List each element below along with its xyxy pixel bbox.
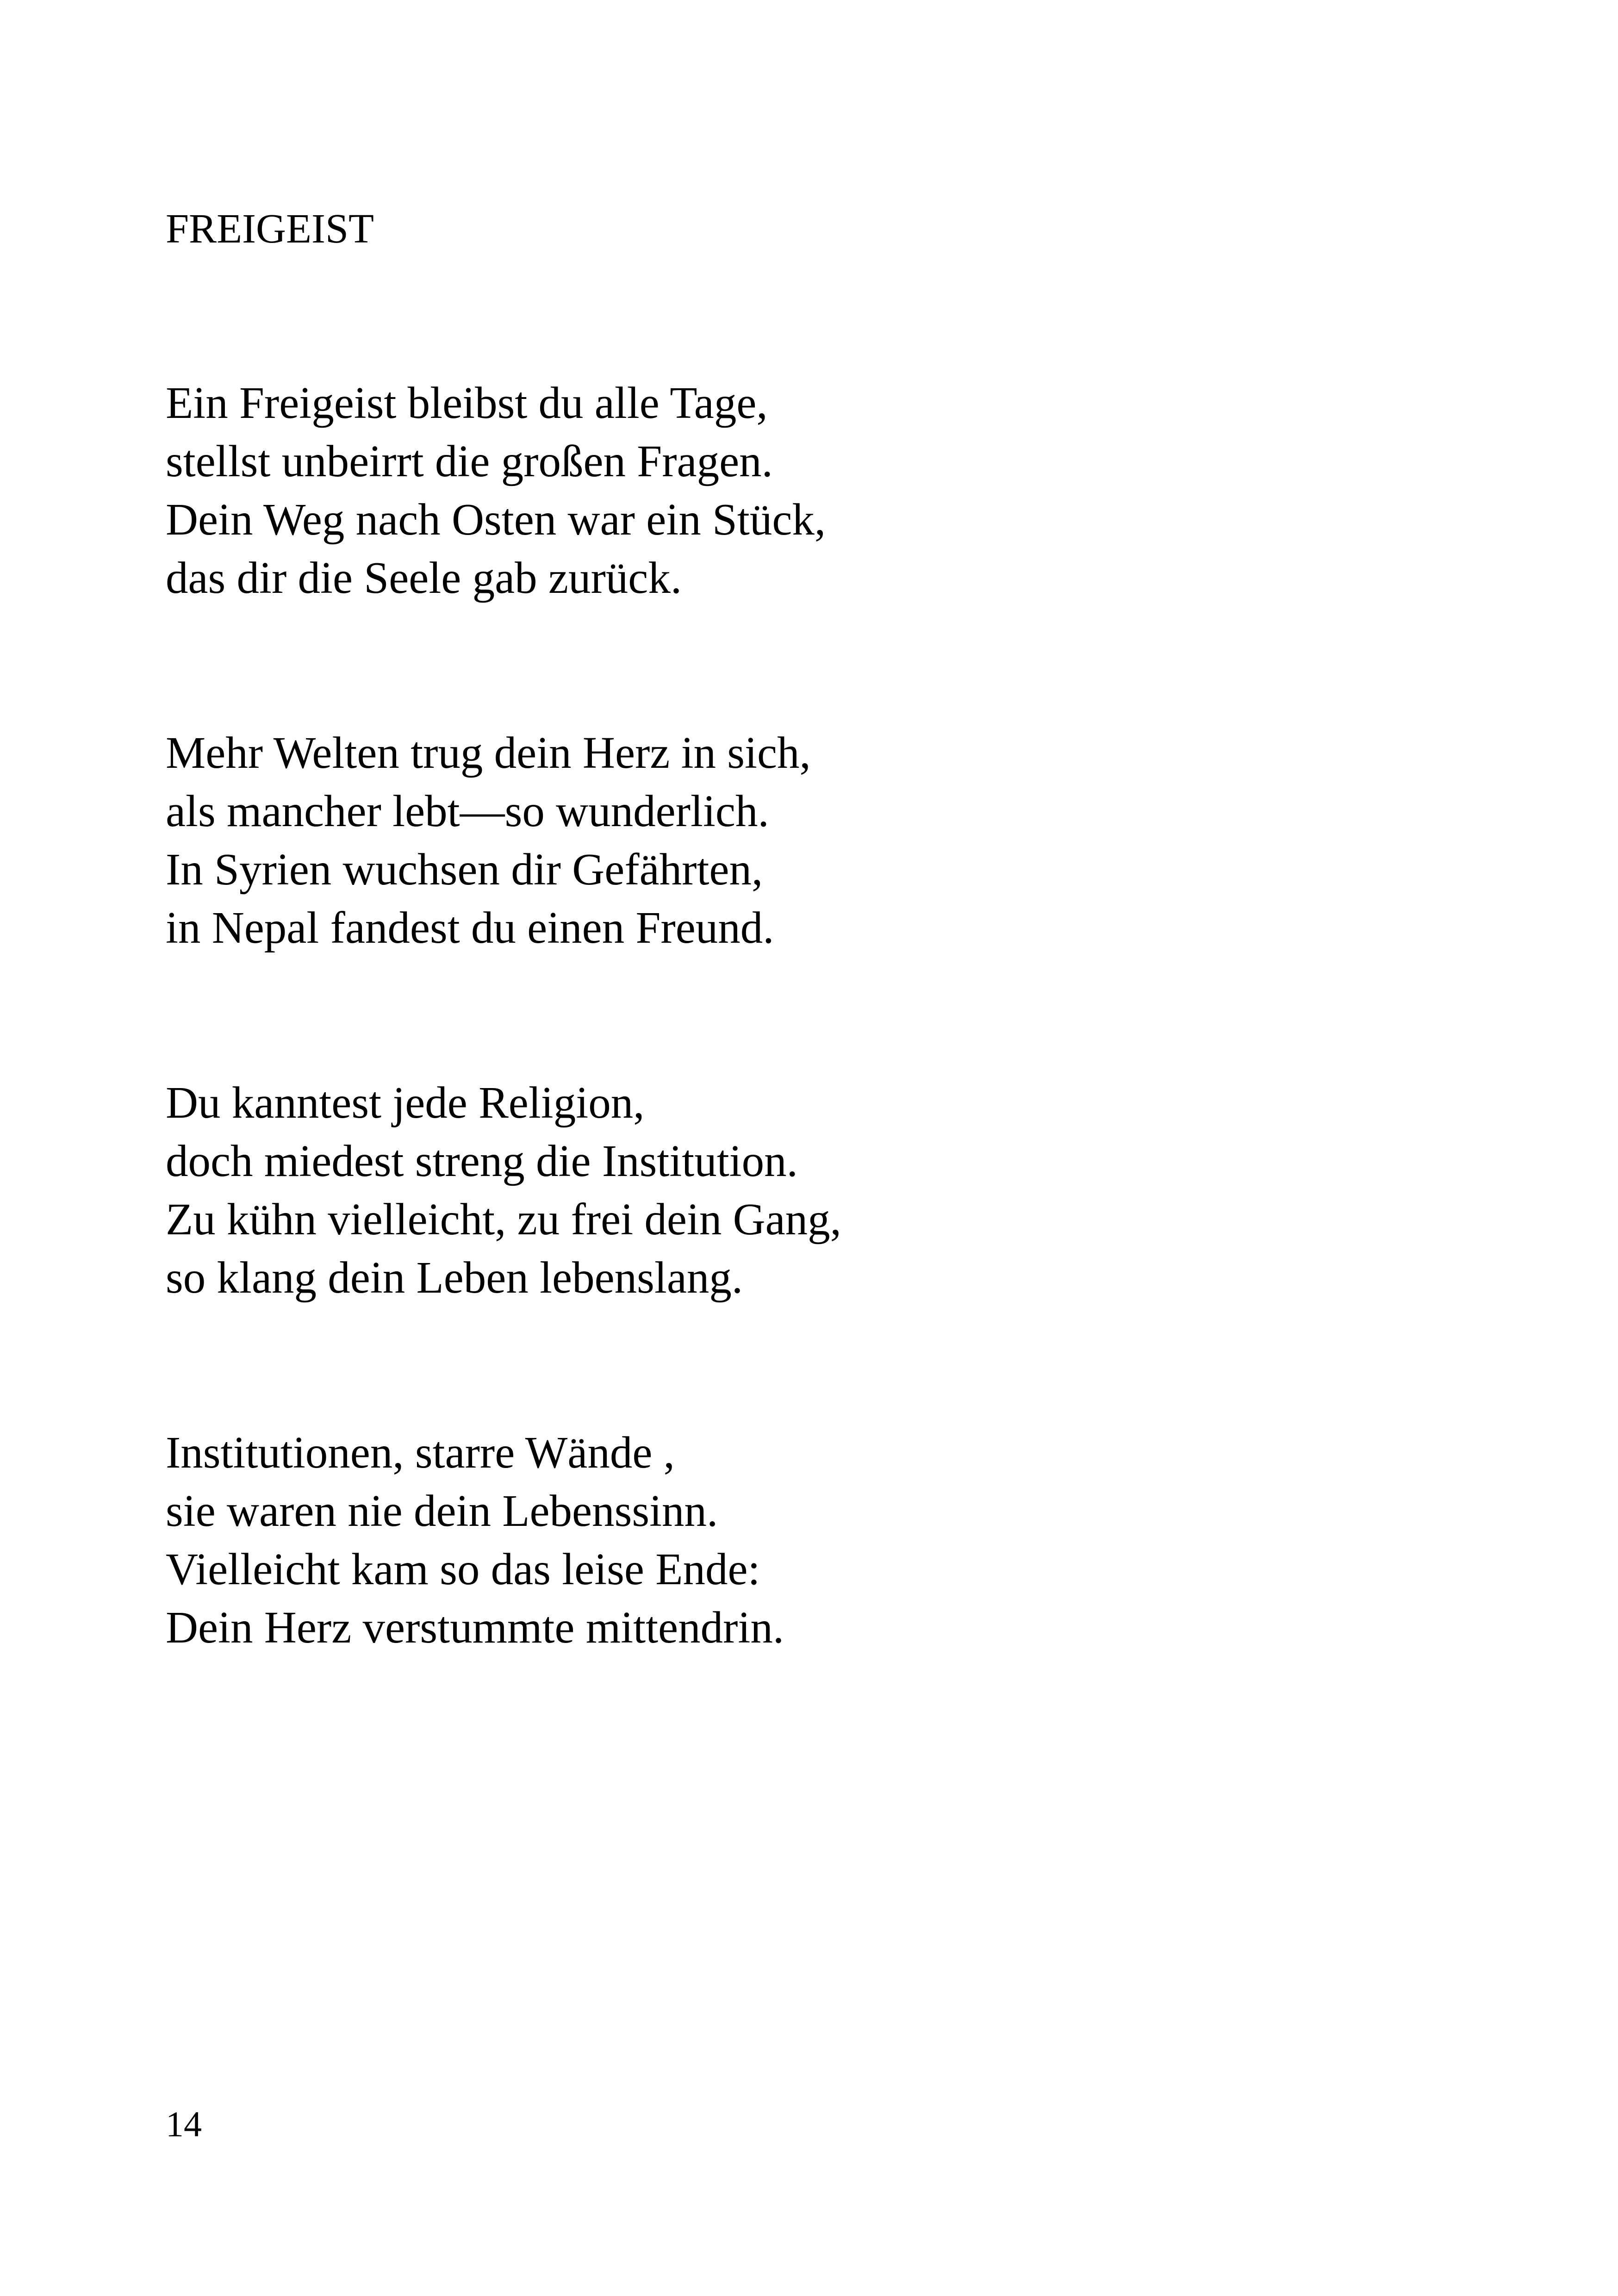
poem-line: das dir die Seele gab zurück. [166,553,682,603]
poem-line: Mehr Welten trug dein Herz in sich, [166,728,811,778]
stanza-3 [166,1074,1462,1307]
page-number: 14 [166,2104,202,2144]
poem-body [166,374,1462,1657]
poem-line: Dein Herz verstummte mittendrin. [166,1603,784,1652]
stanza-1 [166,374,1462,607]
poem-line: Dein Weg nach Osten war ein Stück, [166,495,826,544]
stanza-4 [166,1424,1462,1657]
poem-line: In Syrien wuchsen dir Gefährten, [166,845,763,894]
poem-line: doch miedest streng die Institution. [166,1136,798,1186]
poem-line: Vielleicht kam so das leise Ende: [166,1544,760,1594]
stanza-2 [166,724,1462,957]
poem-title: FREIGEIST [166,206,374,252]
poem-line: stellst unbeirrt die großen Fragen. [166,436,773,486]
poem-line: Zu kühn vielleicht, zu frei dein Gang, [166,1195,841,1244]
poem-line: Du kanntest jede Religion, [166,1078,645,1127]
poem-line: so klang dein Leben lebenslang. [166,1253,743,1302]
poem-line: als mancher lebt—so wunderlich. [166,786,769,836]
poem-line: Institutionen, starre Wände , [166,1428,675,1477]
poem-line: in Nepal fandest du einen Freund. [166,903,774,952]
poem-line: sie waren nie dein Lebenssinn. [166,1486,718,1536]
poem-line: Ein Freigeist bleibst du alle Tage, [166,378,768,428]
